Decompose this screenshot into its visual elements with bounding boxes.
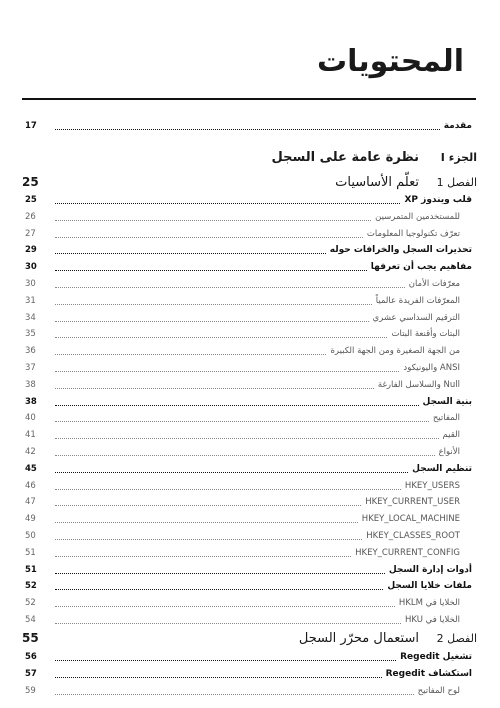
toc-entry-text: معرّفات الأمان	[408, 279, 460, 289]
toc-entry	[25, 326, 472, 342]
toc-entry	[25, 612, 472, 628]
leader-dots	[55, 489, 401, 490]
title-rule	[22, 98, 476, 100]
toc-entry-page: 49	[25, 514, 36, 525]
toc-entry-page: 52	[25, 581, 37, 592]
toc-entry	[25, 427, 472, 443]
toc-entry-text: Null والسلاسل الفارغة	[377, 379, 460, 390]
toc-entry	[25, 562, 472, 578]
toc-entry	[25, 192, 472, 208]
toc-entry-page: 57	[25, 668, 37, 679]
toc-entry	[25, 461, 472, 477]
toc-entry-text: الترقيم السداسي عشري	[372, 312, 460, 323]
toc-entry-text: مقدمة	[443, 121, 472, 131]
toc-entry-text: HKEY_CLASSES_ROOT	[366, 531, 460, 541]
toc-entry-text: الأنواع	[438, 447, 460, 457]
toc-entry-text: للمستخدمين المتمرسين	[375, 211, 460, 222]
toc-entry-text: من الجهة الصغيرة ومن الجهة الكبيرة	[330, 346, 460, 357]
leader-dots	[55, 371, 399, 372]
toc-entry-page: 27	[25, 228, 36, 239]
toc-entry-text: ANSI واليونيكود	[403, 363, 460, 373]
leader-dots	[55, 405, 419, 406]
leader-dots	[55, 321, 369, 322]
leader-dots	[55, 472, 408, 473]
leader-dots	[55, 455, 435, 456]
leader-dots	[55, 253, 326, 254]
toc-entry-page: 46	[25, 480, 36, 491]
toc-entry	[25, 578, 472, 594]
toc-entry	[25, 494, 472, 510]
toc-entry	[25, 649, 472, 665]
toc-entry-text: HKEY_CURRENT_CONFIG	[355, 547, 460, 558]
chapter-title: استعمال محرّر السجل	[298, 630, 419, 646]
toc-entry-page: 36	[25, 346, 36, 357]
toc-entry	[25, 226, 472, 242]
toc-entry-text: بنية السجل	[422, 396, 472, 407]
leader-dots	[55, 505, 361, 506]
leader-dots	[55, 606, 395, 607]
toc-entry	[25, 410, 472, 426]
toc-entry-text: استكشاف Regedit	[385, 668, 472, 679]
leader-dots	[55, 304, 372, 305]
leader-dots	[55, 203, 400, 204]
toc-entry-page: 29	[25, 245, 37, 256]
toc-entry-text: تعرّف تكنولوجيا المعلومات	[366, 228, 460, 239]
leader-dots	[55, 421, 429, 422]
toc-entry-page: 17	[25, 121, 37, 131]
toc-entry-text: ملفات خلايا السجل	[387, 581, 472, 592]
leader-dots	[55, 556, 351, 557]
chapter-label: الفصل 1	[436, 175, 477, 189]
toc-entry-page: 41	[25, 430, 36, 441]
leader-dots	[55, 573, 385, 574]
toc-entry-text: HKEY_USERS	[404, 480, 460, 491]
toc-entry-text: الخلايا في HKU	[405, 615, 460, 625]
toc-entry-text: تحذيرات السجل والخرافات حوله	[329, 245, 472, 256]
leader-dots	[55, 354, 326, 355]
toc-entry-page: 45	[25, 463, 37, 474]
toc-entry-text: الخلايا في HKLM	[398, 598, 460, 609]
toc-entry-page: 26	[25, 211, 36, 222]
toc-entry	[25, 545, 472, 561]
toc-entry-text: البتات وأقنعة البتات	[391, 329, 460, 340]
toc-entry-text: مفاهيم يجب أن تعرفها	[370, 262, 472, 273]
toc-entry	[25, 528, 472, 544]
toc-entry	[25, 242, 472, 258]
leader-dots	[55, 270, 367, 271]
toc-entry-text: تنظيم السجل	[412, 463, 472, 474]
leader-dots	[55, 694, 414, 695]
toc-entry	[25, 259, 472, 275]
toc-entry-page: 51	[25, 564, 37, 575]
toc-entry	[25, 444, 472, 460]
toc-entry-text: HKEY_CURRENT_USER	[365, 497, 460, 508]
toc-entry-text: تشغيل Regedit	[400, 652, 472, 662]
toc-entry-page: 25	[25, 195, 37, 205]
toc-entry-text: لوح المفاتيح	[417, 685, 460, 696]
toc-entry	[25, 683, 472, 699]
leader-dots	[55, 287, 405, 288]
toc-entry-page: 56	[25, 652, 37, 662]
toc-entry	[25, 209, 472, 225]
toc-entry-page: 34	[25, 312, 36, 323]
part-title: نظرة عامة على السجل	[271, 149, 419, 165]
toc-entry-text: HKEY_LOCAL_MACHINE	[361, 514, 460, 525]
toc-entry-text: قلب ويندوز XP	[404, 195, 472, 205]
toc-entry-page: 59	[25, 685, 36, 696]
chapter-page: 25	[22, 175, 39, 189]
toc-entry-page: 51	[25, 547, 36, 558]
toc-entry-page: 52	[25, 598, 36, 609]
leader-dots	[55, 677, 382, 678]
toc-entry-page: 38	[25, 396, 37, 407]
chapter-page: 55	[22, 631, 39, 645]
part-heading	[22, 147, 477, 167]
toc-entry-text: المفاتيح	[432, 413, 460, 424]
toc-entry-page: 40	[25, 413, 36, 424]
toc-entry-page: 30	[25, 262, 37, 273]
toc-entry-page: 37	[25, 363, 36, 373]
leader-dots	[55, 589, 383, 590]
toc-entry-text: القيم	[442, 430, 460, 441]
page-title: المحتويات	[316, 44, 464, 79]
toc-entry-page: 35	[25, 329, 36, 340]
leader-dots	[55, 388, 374, 389]
chapter-label: الفصل 2	[436, 631, 477, 645]
toc-entry	[25, 511, 472, 527]
toc-entry-page: 38	[25, 379, 36, 390]
leader-dots	[55, 522, 358, 523]
leader-dots	[55, 623, 401, 624]
toc-entry	[25, 343, 472, 359]
toc-entry-page: 50	[25, 531, 36, 541]
toc-entry-text: المعرّفات الفريدة عالمياً	[375, 295, 460, 306]
leader-dots	[55, 237, 363, 238]
leader-dots	[55, 438, 439, 439]
part-label: الجزء I	[440, 150, 477, 164]
toc-entry-page: 30	[25, 279, 36, 289]
leader-dots	[55, 539, 362, 540]
toc-entry	[25, 310, 472, 326]
toc-entry-text: أدوات إدارة السجل	[388, 564, 472, 575]
toc-entry-page: 47	[25, 497, 36, 508]
toc-entry-page: 31	[25, 295, 36, 306]
toc-entry-intro	[25, 118, 472, 134]
leader-dots	[55, 129, 440, 130]
toc-entry	[25, 478, 472, 494]
toc-entry	[25, 394, 472, 410]
chapter-title: تعلّم الأساسيات	[335, 174, 419, 190]
leader-dots	[55, 337, 387, 338]
toc-entry	[25, 360, 472, 376]
toc-entry-page: 54	[25, 615, 36, 625]
chapter-heading-2	[22, 628, 477, 648]
toc-entry-page: 42	[25, 447, 36, 457]
toc-entry	[25, 377, 472, 393]
toc-entry	[25, 595, 472, 611]
leader-dots	[55, 660, 396, 661]
toc-entry	[25, 666, 472, 682]
toc-entry	[25, 293, 472, 309]
leader-dots	[55, 220, 371, 221]
toc-entry	[25, 276, 472, 292]
chapter-heading-1	[22, 172, 477, 192]
